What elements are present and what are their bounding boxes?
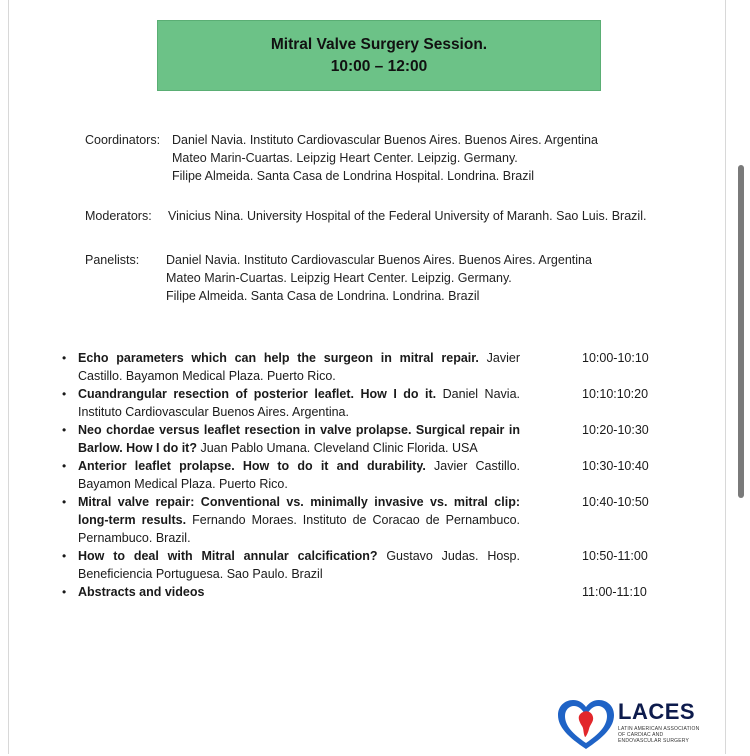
session-title: Mitral Valve Surgery Session. bbox=[270, 35, 488, 53]
coordinators-label: Coordinators: bbox=[85, 133, 161, 147]
talk-time: 11:00-11:10 bbox=[582, 585, 647, 599]
bullet-icon: • bbox=[62, 549, 67, 563]
talk-speaker: Daniel Navia. Instituto Cardiovascular Buenos Aires. Argentina. bbox=[78, 387, 520, 419]
coordinator-name: Filipe Almeida. Santa Casa de Londrina Hospital. Londrina. Brazil bbox=[172, 169, 535, 183]
moderators-label: Moderators: bbox=[85, 209, 152, 223]
talk-speaker: Juan Pablo Umana. Cleveland Clinic Florida. USA bbox=[200, 441, 478, 455]
panelist-name: Daniel Navia. Instituto Cardiovascular Buenos Aires. Buenos Aires. Argentina bbox=[166, 253, 592, 267]
moderator-name: Vinicius Nina. University Hospital of the Federal University of Maranh. Sao Luis. Brazil. bbox=[168, 209, 647, 223]
session-time: 10:00 – 12:00 bbox=[330, 57, 428, 75]
talk-title: Echo parameters which can help the surgeon in mitral repair. bbox=[78, 351, 479, 365]
heart-globe-icon bbox=[556, 699, 616, 751]
session-title-box bbox=[157, 20, 601, 91]
talk-speaker: Gustavo Judas. Hosp. Beneficiencia Portuguesa. Sao Paulo. Brazil bbox=[78, 549, 520, 581]
session-item bbox=[62, 547, 662, 583]
talk-time: 10:00-10:10 bbox=[582, 351, 649, 365]
session-list bbox=[62, 349, 662, 601]
bullet-icon: • bbox=[62, 585, 67, 599]
bullet-icon: • bbox=[62, 351, 67, 365]
talk-title: Mitral valve repair: Conventional vs. minimally invasive vs. mitral clip: long-term results. bbox=[78, 495, 520, 527]
session-item bbox=[62, 583, 662, 601]
talk-title: How to deal with Mitral annular calcification? bbox=[78, 549, 378, 563]
talk-speaker: Javier Castillo. Bayamon Medical Plaza. Puerto Rico. bbox=[78, 459, 520, 491]
panelists-label: Panelists: bbox=[85, 253, 140, 267]
talk-speaker: Fernando Moraes. Instituto de Coracao de Pernambuco. Pernambuco. Brazil. bbox=[78, 513, 520, 545]
talk-title: Anterior leaflet prolapse. How to do it and durability. bbox=[78, 459, 426, 473]
bullet-icon: • bbox=[62, 459, 67, 473]
session-item bbox=[62, 421, 662, 457]
bullet-icon: • bbox=[62, 387, 67, 401]
coordinator-name: Mateo Marin-Cuartas. Leipzig Heart Center. Leipzig. Germany. bbox=[172, 151, 518, 165]
coordinator-name: Daniel Navia. Instituto Cardiovascular Buenos Aires. Buenos Aires. Argentina bbox=[172, 133, 598, 147]
session-item bbox=[62, 349, 662, 385]
session-item bbox=[62, 385, 662, 421]
talk-time: 10:10:10:20 bbox=[582, 387, 649, 401]
session-item bbox=[62, 493, 662, 547]
talk-speaker: Javier Castillo. Bayamon Medical Plaza. Puerto Rico. bbox=[78, 351, 520, 383]
logo-name: LACES bbox=[618, 699, 696, 724]
logo-subtitle: LATIN AMERICAN ASSOCIATION OF CARDIAC AND ENDOVASCULAR SURGERY bbox=[618, 726, 700, 744]
talk-time: 10:20-10:30 bbox=[582, 423, 649, 437]
session-item bbox=[62, 457, 662, 493]
talk-time: 10:50-11:00 bbox=[582, 549, 648, 563]
bullet-icon: • bbox=[62, 495, 67, 509]
laces-logo bbox=[556, 699, 706, 751]
talk-title: Neo chordae versus leaflet resection in valve prolapse. Surgical repair in Barlow. How I do it? bbox=[78, 423, 520, 455]
talk-title: Abstracts and videos bbox=[78, 585, 205, 599]
panelist-name: Filipe Almeida. Santa Casa de Londrina. Londrina. Brazil bbox=[166, 289, 480, 303]
scrollbar[interactable] bbox=[738, 165, 744, 498]
talk-time: 10:30-10:40 bbox=[582, 459, 649, 473]
talk-title: Cuandrangular resection of posterior leaflet. How I do it. bbox=[78, 387, 437, 401]
bullet-icon: • bbox=[62, 423, 67, 437]
panelist-name: Mateo Marin-Cuartas. Leipzig Heart Center. Leipzig. Germany. bbox=[166, 271, 512, 285]
talk-time: 10:40-10:50 bbox=[582, 495, 649, 509]
